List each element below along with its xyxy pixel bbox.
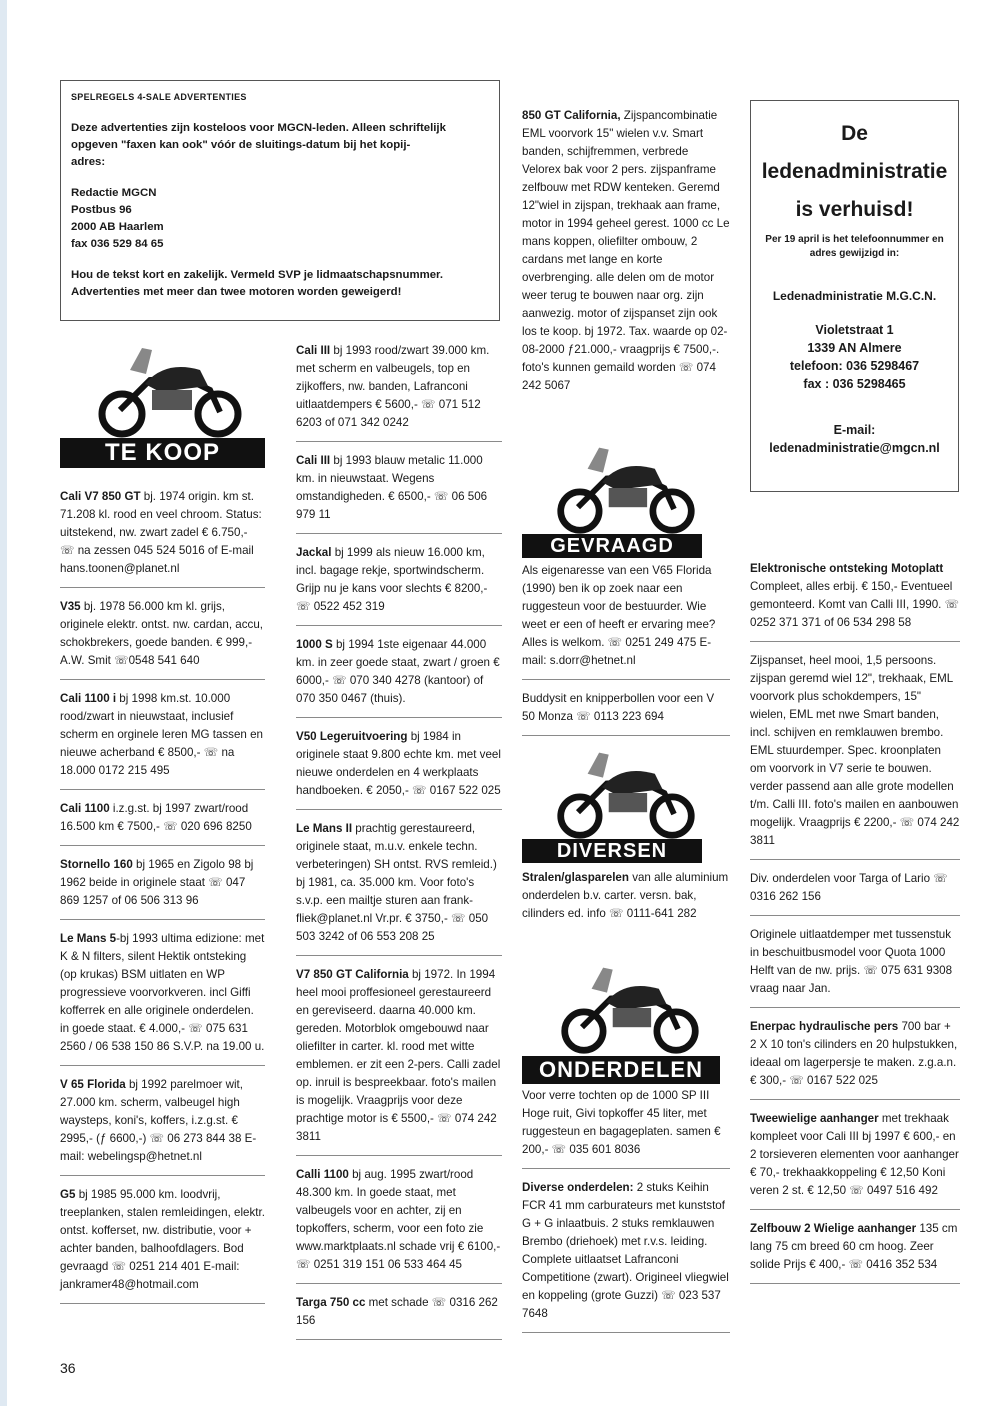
ad-item	[750, 1018, 960, 1100]
ad-text: Originele uitlaatdemper met tussenstuk in beschuitbusmodel voor Quota 1000 Helft van de nw. prijs. ☏ 075 631 9308 vraag naar Jan.	[750, 928, 953, 995]
ad-title: Cali 1100	[60, 802, 110, 815]
ads-column-3-gevraagd	[522, 562, 730, 746]
ad-title: V 65 Florida	[60, 1078, 126, 1091]
ad-title: Enerpac hydraulische pers	[750, 1020, 899, 1033]
ad-item	[296, 820, 502, 956]
te-koop-section	[60, 340, 265, 468]
ad-text: bj 1998 km.st. 10.000 rood/zwart in nieuwstaat, inclusief scherm en orginele leren MG tassen en nieuwe acherband € 8500,- ☏ na 18.000 0172 215 495	[60, 692, 263, 777]
ad-title: 1000 S	[296, 638, 333, 651]
ad-item	[522, 690, 730, 736]
ad-title: Cali III	[296, 344, 331, 357]
motorcycle-icon	[546, 745, 706, 841]
ad-item	[750, 652, 960, 860]
ads-column-4	[750, 560, 960, 1294]
ad-text: Buddysit en knipperbollen voor een V 50 Monza ☏ 0113 223 694	[522, 692, 715, 723]
ad-title: V50 Legeruitvoering	[296, 730, 408, 743]
ad-item	[296, 1294, 502, 1340]
ad-text: Zijspancombinatie EML voorvork 15" wielen v.v. Smart banden, schijfremmen, verbrede Velorex bak voor 2 pers. zijspanframe zelfbouw met RDW kenteken. Geremd 12"wiel in zijspan, trekhaak aan frame, motor in 1994 geheel gerest. 1000 cc Le mans koppen, oliefilter ombouw, 2 cardans met lange en korte overbrenging. alle delen om de motor weer terug te bouwen naar org. zijn aanwezig. motor of zijspanset zijn ook los te koop. bj 1972. Tax. waarde op 02-08-2000 ƒ21.000,- vraagprijs € 7500,-. foto's kunnen gemaild worden ☏ 074 242 5067	[522, 109, 730, 392]
ad-text: 700 bar + 2 X 10 ton's cilinders en 20 hulpstukken, ideaal om lagerpersje te maken. z.g.a.n. € 300,- ☏ 0167 522 025	[750, 1020, 958, 1087]
ad-text: bj 1994 1ste eigenaar 44.000 km. in zeer goede staat, zwart / groen € 6000,- ☏ 070 340 4278 (kantoor) of 070 350 0467 (thuis).	[296, 638, 500, 705]
notice-email: E-mail: ledenadministratie@mgcn.nl	[769, 423, 940, 455]
notice-box	[750, 100, 959, 492]
ad-item	[60, 1076, 265, 1176]
ad-text: met schade ☏ 0316 262 156	[296, 1296, 498, 1327]
motorcycle-icon	[550, 960, 710, 1056]
ad-text: bj 1993 rood/zwart 39.000 km. met scherm en valbeugels, top en zijkoffers, nw. banden, Lafranconi uitlaatdempers € 5600,- ☏ 071 512 6203 of 071 342 0242	[296, 344, 490, 429]
ad-item	[60, 690, 265, 790]
notice-org: Ledenadministratie M.G.C.N.	[772, 289, 937, 303]
ad-text: bj 1965 en Zigolo 98 bj 1962 beide in originele staat ☏ 047 869 1257 of 06 506 313 96	[60, 858, 254, 907]
ad-text: bj 1999 als nieuw 16.000 km, incl. bagage rekje, sportwindscherm. Grijp nu je kans voor slechts € 8200,- ☏ 0522 452 319	[296, 546, 488, 613]
notice-title: De ledenadministratie is verhuisd!	[761, 122, 948, 221]
rules-box	[60, 80, 500, 321]
ad-item	[750, 1220, 960, 1284]
ad-item	[750, 870, 960, 916]
ad-text: bj aug. 1995 zwart/rood 48.300 km. In goede staat, met valbeugels voor en achter, zij en topkoffers, scherm, voor een foto zie www.marktplaats.nl schade vrij € 6100,- ☏ 0251 319 151 06 533 464 45	[296, 1168, 501, 1271]
ad-title: G5	[60, 1188, 76, 1201]
ad-item	[60, 598, 265, 680]
ad-item	[60, 930, 265, 1066]
ad-item	[60, 800, 265, 846]
ad-item	[750, 1110, 960, 1210]
ad-title: Jackal	[296, 546, 332, 559]
ad-item	[522, 869, 730, 932]
onderdelen-banner: ONDERDELEN	[522, 1056, 720, 1084]
page-edge	[0, 0, 7, 1406]
ad-text: -bj 1993 ultima edizione: met K & N filters, silent Hektik ontsteking (op krukas) BSM uitlaten en WP progressieve voorvorkveren. incl Giffi kofferrek en alle originele onderdelen. in goede staat. € 4.000,- ☏ 075 631 2560 / 06 538 150 86 S.V.P. na 19.00 u.	[60, 932, 265, 1053]
motorcycle-icon	[546, 440, 706, 536]
ad-item	[296, 452, 502, 534]
rules-intro: Deze advertenties zijn kosteloos voor MGCN-leden. Alleen schriftelijk opgeven "faxen kan ook" vóór de sluitings-datum bij het kopij- adres:	[71, 122, 446, 168]
rules-address: Redactie MGCN Postbus 96 2000 AB Haarlem fax 036 529 84 65	[71, 187, 164, 250]
rules-note: Hou de tekst kort en zakelijk. Vermeld SVP je lidmaatschapsnummer. Advertenties met meer dan twee motoren worden geweigerd!	[71, 269, 444, 298]
ad-title: Cali III	[296, 454, 331, 467]
page-number: 36	[60, 1360, 76, 1376]
ad-text: Voor verre tochten op de 1000 SP III Hoge ruit, Givi topkoffer 45 liter, met ruggesteun en bagageplaten. samen € 200,- ☏ 035 601 8036	[522, 1089, 721, 1156]
ad-title: Stralen/glasparelen	[522, 871, 629, 884]
ad-text: Zijspanset, heel mooi, 1,5 persoons. zijspan geremd wiel 12", trekhaak, EML voorvork plus schokdempers, 15" wielen, EML met nwe Smart banden, incl. schijven en remklauwen brembo. EML stuurdemper. Spec. kroonplaten om voorvork in V7 serie te bouwen. verder passend aan alle grote modellen t/m. Calli III. foto's mailen en aanbouwen mogelijk. Vraagprijs € 2200,- ☏ 074 242 3811	[750, 654, 960, 847]
ad-title: V35	[60, 600, 81, 613]
ad-text: bj. 1974 origin. km st. 71.208 kl. rood en veel chroom. Status: uitstekend, nw. zwart zadel € 6.750,- ☏ na zessen 045 524 5016 of E-mail hans.toonen@planet.nl	[60, 490, 262, 575]
ad-item	[296, 1166, 502, 1284]
ad-title: Calli 1100	[296, 1168, 349, 1181]
ads-column-3-diversen	[522, 869, 730, 942]
ad-item	[296, 728, 502, 810]
ad-text: 2 stuks Keihin FCR 41 mm carburateurs met kunststof G + G inlaatbuis. 2 stuks remklauwen Brembo (driehoek) met r.v.s. leiding. Complete uitlaatset Lafranconi Competitione (zwart). Origineel vliegwiel en koppeling (grote Guzzi) ☏ 023 537 7648	[522, 1181, 729, 1320]
onderdelen-section	[522, 960, 730, 1084]
ad-item	[522, 1179, 730, 1333]
ad-title: Le Mans 5	[60, 932, 117, 945]
ad-text: bj 1985 95.000 km. loodvrij, treeplanken, stalen remleidingen, elektr. ontst. kofferset, nw. distributie, voor + achter banden, balhoofdlagers. Bod gevraagd ☏ 0251 214 401 E-mail: jankramer48@hotmail.com	[60, 1188, 265, 1291]
gevraagd-banner: GEVRAAGD	[522, 534, 702, 558]
ads-column-2	[296, 342, 502, 1350]
ad-item	[750, 560, 960, 642]
ad-title: Elektronische ontsteking Motoplatt	[750, 562, 944, 575]
ad-title: V7 850 GT California	[296, 968, 409, 981]
ad-text: Compleet, alles erbij. € 150,- Eventueel gemonteerd. Komt van Calli III, 1990. ☏ 0252 371 371 of 06 534 298 58	[750, 580, 960, 629]
ad-item	[296, 544, 502, 626]
ad-text: bj 1993 blauw metalic 11.000 km. in nieuwstaat. Wegens omstandigheden. € 6500,- ☏ 06 506 979 11	[296, 454, 488, 521]
ad-text: i.z.g.st. bj 1997 zwart/rood 16.500 km € 7500,- ☏ 020 696 8250	[60, 802, 252, 833]
ad-item	[60, 488, 265, 588]
ad-text: prachtig gerestaureerd, originele staat, m.u.v. enkele techn. verbeteringen) SH ontst. RVS remleid.) bj 1981, ca. 35.000 km. Voor foto's s.v.p. een mailtje sturen aan frank-fliek@planet.nl Vr.pr. € 3750,- ☏ 050 503 3242 of 06 553 208 25	[296, 822, 497, 943]
ad-title: Zelfbouw 2 Wielige aanhanger	[750, 1222, 917, 1235]
ad-text: Als eigenaresse van een V65 Florida (1990) ben ik op zoek naar een ruggesteun voor de bestuurder. Wie weet er een of heeft er ervaring mee? Alles is welkom. ☏ 0251 249 475 E-mail: s.dorr@hetnet.nl	[522, 564, 716, 667]
ads-column-3-top	[522, 107, 730, 414]
motorcycle-icon	[90, 340, 250, 440]
ad-title: 850 GT California,	[522, 109, 621, 122]
ad-item	[296, 636, 502, 718]
ad-title: Stornello 160	[60, 858, 133, 871]
ad-text: met trekhaak kompleet voor Cali III bj 1997 € 600,- en 2 torsieveren elementen voor aanhanger € 70,- trekhaakkoppeling € 12,50 Koni veren 2 st. € 12,50 ☏ 0497 516 492	[750, 1112, 959, 1197]
ad-title: Targa 750 cc	[296, 1296, 366, 1309]
ad-text: Div. onderdelen voor Targa of Lario ☏ 0316 262 156	[750, 872, 948, 903]
ad-title: Cali 1100 i	[60, 692, 117, 705]
diversen-banner: DIVERSEN	[522, 839, 702, 863]
diversen-section	[522, 745, 730, 865]
ad-text: van alle aluminium onderdelen b.v. carter. versn. bak, cilinders ed. info ☏ 0111-641 282	[522, 871, 729, 920]
ad-item	[750, 926, 960, 1008]
ad-title: Diverse onderdelen:	[522, 1181, 634, 1194]
ad-text: 135 cm lang 75 cm breed 60 cm hoog. Zeer solide Prijs € 400,- ☏ 0416 352 534	[750, 1222, 958, 1271]
ad-item	[522, 1087, 730, 1169]
ad-text: bj. 1978 56.000 km kl. grijs, originele elektr. ontst. nw. cardan, accu, schokbrekers, goede banden. € 999,- A.W. Smit ☏0548 541 640	[60, 600, 264, 667]
ad-text: bj 1972. In 1994 heel mooi proffesioneel gerestaureerd en gereviseerd. daarna 40.000 km. gereden. Motorblok omgebouwd naar oliefilter in carter. kl. rood met witte emblemen. er zit een 2-pers. Calli zadel op. inruil is bespreekbaar. foto's mailen is mogelijk. Vraagprijs voor deze prachtige motor is € 5500,- ☏ 074 242 3811	[296, 968, 501, 1143]
notice-subtitle: Per 19 april is het telefoonnummer en adres gewijzigd in:	[765, 234, 944, 259]
ad-item	[60, 1186, 265, 1304]
ad-text: bj 1984 in originele staat 9.800 echte km. met veel nieuwe onderdelen en 4 werkplaats handboeken. € 2050,- ☏ 0167 522 025	[296, 730, 501, 797]
rules-heading: SPELREGELS 4-SALE ADVERTENTIES	[71, 92, 247, 102]
ad-item	[296, 966, 502, 1156]
ad-item	[522, 562, 730, 680]
ad-title: Cali V7 850 GT	[60, 490, 141, 503]
ad-item	[522, 107, 730, 404]
ad-text: bj 1992 parelmoer wit, 27.000 km. scherm, valbeugel high waysteps, koni's, koffers, i.z.g.st. € 2995,- (ƒ 6600,-) ☏ 06 273 844 38 E-mail: webelingsp@hetnet.nl	[60, 1078, 257, 1163]
ads-column-3-onderdelen	[522, 1087, 730, 1343]
te-koop-banner: TE KOOP	[60, 438, 265, 468]
notice-address: Violetstraat 1 1339 AN Almere telefoon: 036 5298467 fax : 036 5298465	[789, 323, 920, 391]
gevraagd-section	[522, 440, 730, 560]
ad-title: Le Mans II	[296, 822, 353, 835]
ad-item	[60, 856, 265, 920]
ad-item	[296, 342, 502, 442]
ads-column-1	[60, 488, 265, 1314]
ad-title: Tweewielige aanhanger	[750, 1112, 879, 1125]
